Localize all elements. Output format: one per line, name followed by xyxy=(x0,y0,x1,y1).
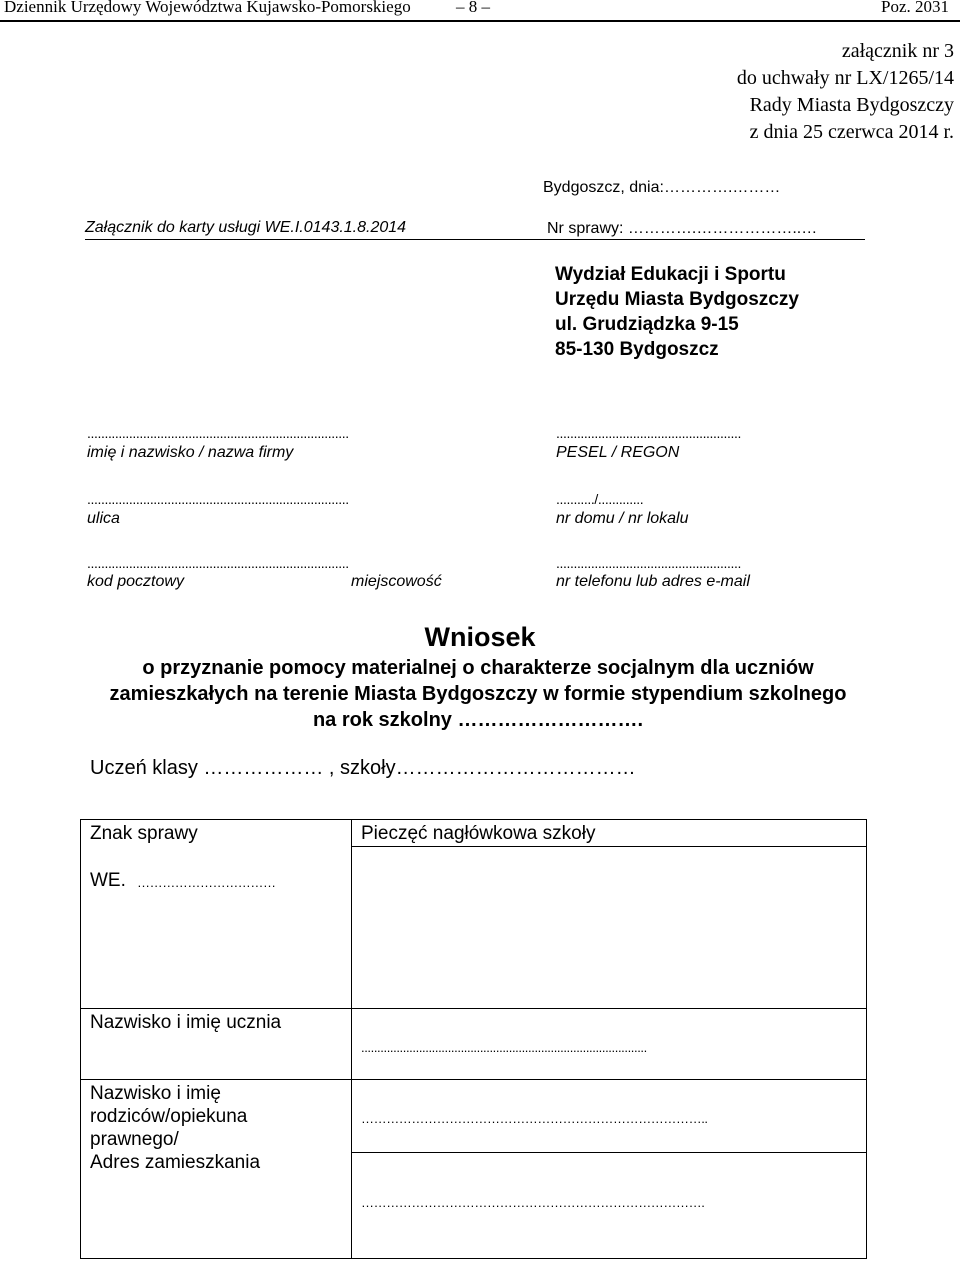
pesel-field: ..................................................... xyxy=(556,425,741,441)
addressee-line: ul. Grudziądzka 9-15 xyxy=(555,314,739,335)
street-field: ........................................................................... xyxy=(87,491,349,507)
application-title: Wniosek xyxy=(424,622,536,652)
column-divider xyxy=(351,820,352,1258)
parent-name-label xyxy=(90,1082,260,1174)
name-field-label: imię i nazwisko / nazwa firmy xyxy=(87,444,294,461)
city-label: miejscowość xyxy=(351,573,442,590)
position-number: Poz. 2031 xyxy=(881,0,949,16)
student-name-field: ......................................................................................... xyxy=(361,1040,647,1055)
annex-line: Rady Miasta Bydgoszczy xyxy=(749,94,954,116)
addressee-block xyxy=(555,262,799,362)
row-divider xyxy=(81,1008,866,1009)
school-stamp-label: Pieczęć nagłówkowa szkoły xyxy=(361,823,596,844)
annex-line: załącznik nr 3 xyxy=(841,40,954,62)
row-divider xyxy=(351,846,866,847)
city-date: Bydgoszcz, dnia:………….……… xyxy=(543,179,781,196)
header-underline xyxy=(85,239,865,240)
subtitle-line: na rok szkolny ………………………. xyxy=(312,709,644,731)
house-number-field: .........../............. xyxy=(556,491,644,507)
row-divider xyxy=(81,1079,866,1080)
case-number: Nr sprawy: ………….………………..… xyxy=(547,220,818,237)
annex-line: do uchwały nr LX/1265/14 xyxy=(736,67,954,89)
class-school-line: Uczeń klasy ……………… , szkoły……………………………… xyxy=(90,757,636,779)
name-field: ........................................................................... xyxy=(87,425,349,441)
case-mark-field: …………………………… xyxy=(137,875,276,890)
parent-label-line: rodziców/opiekuna xyxy=(90,1106,248,1127)
row-divider xyxy=(351,1152,866,1153)
parent-name-field: ……………………………………………………………………….. xyxy=(361,1111,708,1126)
address-field: ………………………………………………………………………. xyxy=(361,1195,705,1210)
attachment-reference: Załącznik do karty usługi WE.I.0143.1.8.2014 xyxy=(85,219,407,236)
addressee-line: Urzędu Miasta Bydgoszczy xyxy=(555,289,799,310)
addressee-line: 85-130 Bydgoszcz xyxy=(555,339,719,360)
annex-line: z dnia 25 czerwca 2014 r. xyxy=(749,121,954,143)
case-mark-label: Znak sprawy xyxy=(90,823,198,844)
contact-field: ..................................................... xyxy=(556,555,741,571)
header-rule xyxy=(0,20,960,22)
student-name-label: Nazwisko i imię ucznia xyxy=(90,1012,282,1033)
subtitle-line: o przyznanie pomocy materialnej o charakterze socjalnym dla uczniów xyxy=(142,657,814,679)
case-mark-prefix: WE. xyxy=(90,870,126,891)
parent-label-line: Nazwisko i imię xyxy=(90,1083,221,1104)
street-field-label: ulica xyxy=(87,510,120,527)
subtitle-line: zamieszkałych na terenie Miasta Bydgoszczy w formie stypendium szkolnego xyxy=(109,683,847,705)
journal-title: Dziennik Urzędowy Województwa Kujawsko-Pomorskiego xyxy=(4,0,411,16)
contact-field-label: nr telefonu lub adres e-mail xyxy=(556,573,750,590)
annex-note xyxy=(737,38,954,146)
parent-label-line: prawnego/ xyxy=(90,1129,179,1150)
pesel-field-label: PESEL / REGON xyxy=(556,444,680,461)
postal-city-field: ........................................................................... xyxy=(87,555,349,571)
postal-code-label: kod pocztowy xyxy=(87,573,184,590)
house-number-field-label: nr domu / nr lokalu xyxy=(556,510,689,527)
application-subtitle xyxy=(0,655,956,733)
addressee-line: Wydział Edukacji i Sportu xyxy=(555,264,786,285)
page-number: – 8 – xyxy=(456,0,490,16)
address-label: Adres zamieszkania xyxy=(90,1152,261,1173)
form-table xyxy=(80,819,867,1259)
